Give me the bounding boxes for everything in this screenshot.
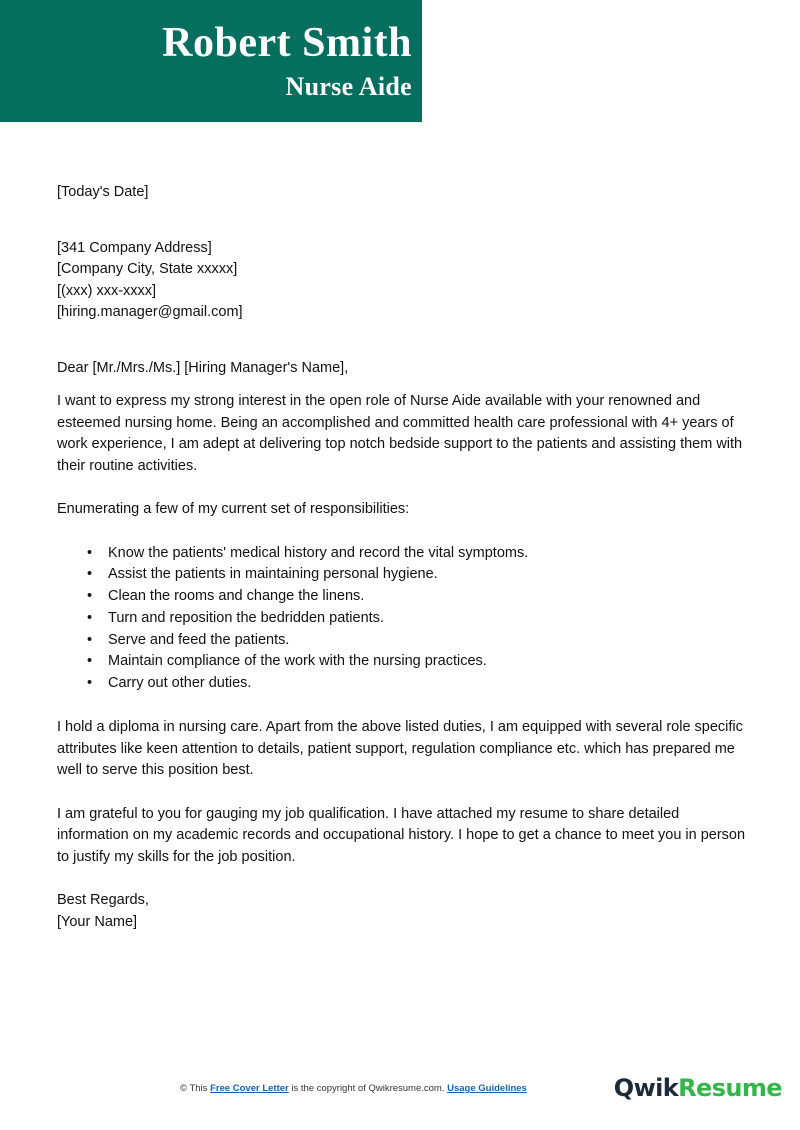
bullet-icon: •	[87, 631, 93, 648]
copyright-middle: is the copyright of Qwikresume.com.	[288, 1083, 448, 1094]
applicant-job-title: Nurse Aide	[285, 72, 412, 101]
usage-guidelines-link[interactable]: Usage Guidelines	[447, 1083, 527, 1094]
address-line: [Company City, State xxxxx]	[57, 261, 238, 277]
list-item-label: Serve and feed the patients.	[108, 631, 290, 648]
list-item-label: Turn and reposition the bedridden patients.	[108, 609, 384, 626]
date-placeholder: [Today's Date]	[57, 184, 149, 200]
spacer-before-list-intro	[57, 477, 747, 499]
signature-placeholder: [Your Name]	[57, 913, 138, 930]
bullet-icon: •	[87, 588, 93, 605]
list-item-label: Clean the rooms and change the linens.	[108, 588, 365, 605]
copyright-prefix: © This	[180, 1083, 211, 1094]
list-item	[57, 630, 747, 652]
list-item	[57, 586, 747, 608]
bullet-icon: •	[87, 675, 93, 692]
list-item-label: Know the patients' medical history and record the vital symptoms.	[108, 544, 529, 561]
bullet-icon: •	[87, 566, 93, 583]
list-item	[57, 673, 747, 695]
cover-letter-body	[57, 182, 747, 933]
list-item-label: Assist the patients in maintaining personal hygiene.	[108, 566, 438, 583]
spacer-before-closing	[57, 782, 747, 804]
qualifications-paragraph: I hold a diploma in nursing care. Apart from the above listed duties, I am equipped with several role specific attributes like keen attention to details, patient support, regulation compliance etc. which has prepared me well to serve this position best.	[57, 719, 743, 779]
list-intro: Enumerating a few of my current set of responsibilities:	[57, 501, 410, 517]
spacer-after-salutation	[57, 379, 747, 391]
spacer-after-list	[57, 695, 747, 717]
closing-paragraph: I am grateful to you for gauging my job qualification. I have attached my resume to share detailed information on my academic records and occupational history. I hope to get a chance to meet you in person to justify my skills for the job position.	[57, 805, 746, 865]
spacer-before-signoff	[57, 868, 747, 890]
list-item	[57, 564, 747, 586]
bullet-icon: •	[87, 653, 93, 670]
spacer-before-list	[57, 521, 747, 543]
sign-off: Best Regards,	[57, 892, 149, 909]
address-line: [hiring.manager@gmail.com]	[57, 304, 243, 320]
free-cover-letter-link[interactable]: Free Cover Letter	[210, 1083, 289, 1094]
bullet-icon: •	[87, 544, 93, 561]
opening-paragraph: I want to express my strong interest in the open role of Nurse Aide available with your renowned and esteemed nursing home. Being an accomplished and committed health care professional with 4+ years of work experience, I am adept at delivering top notch bedside support to the patients and assisting them with their routine activities.	[57, 393, 743, 474]
page-footer	[0, 1070, 800, 1130]
salutation: Dear [Mr./Mrs./Ms.] [Hiring Manager's Name],	[57, 359, 349, 376]
recipient-address-block	[57, 238, 747, 324]
address-line: [341 Company Address]	[57, 239, 212, 256]
spacer-after-address	[57, 324, 747, 358]
header-banner	[0, 0, 422, 122]
list-item-label: Maintain compliance of the work with the nursing practices.	[108, 653, 487, 670]
list-item	[57, 543, 747, 565]
bullet-icon: •	[87, 609, 93, 626]
list-item-label: Carry out other duties.	[108, 675, 252, 692]
logo-text-qwik: Qwik	[613, 1074, 679, 1102]
qwikresume-logo[interactable]	[614, 1073, 782, 1103]
list-item	[57, 651, 747, 673]
footer-copyright-text	[180, 1082, 527, 1095]
address-line: [(xxx) xxx-xxxx]	[57, 282, 157, 299]
applicant-name: Robert Smith	[162, 20, 412, 66]
list-item	[57, 608, 747, 630]
responsibilities-list	[57, 543, 747, 696]
spacer-after-date	[57, 204, 747, 238]
logo-text-resume: Resume	[678, 1074, 782, 1102]
